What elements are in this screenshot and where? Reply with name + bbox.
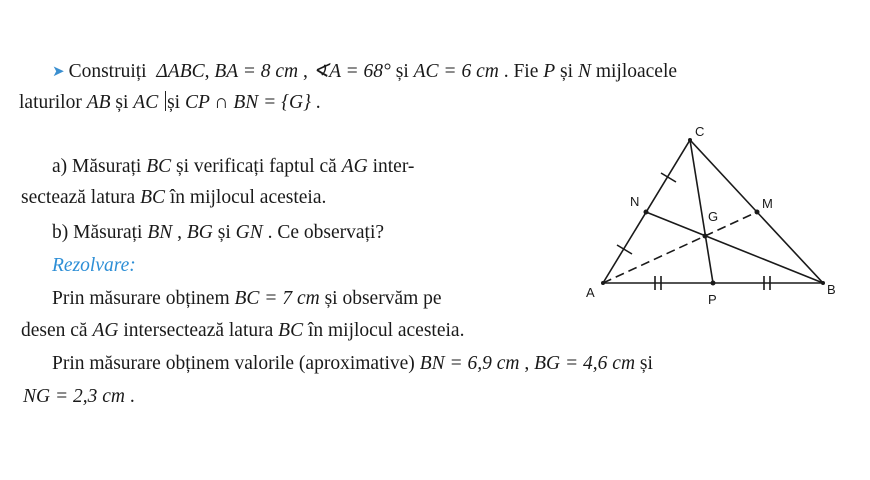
label-p: P <box>708 292 717 307</box>
point-a <box>601 281 605 285</box>
label-n: N <box>630 194 640 209</box>
solution-line-3: Prin măsurare obținem valorile (aproximative) BN = 6,9 cm , BG = 4,6 cm și <box>52 353 653 374</box>
ba-length: BA = 8 cm <box>214 61 299 82</box>
triangle-abc: ΔABC <box>156 61 205 82</box>
point-m <box>755 210 760 215</box>
solution-line-1: Prin măsurare obținem BC = 7 cm și observăm pe <box>52 288 442 309</box>
point-c <box>688 138 692 142</box>
part-a-line-2: sectează latura BC în mijlocul acesteia. <box>21 187 327 208</box>
solution-line-4: NG = 2,3 cm . <box>23 386 135 407</box>
point-g <box>703 234 708 239</box>
label-m: M <box>762 196 773 211</box>
label-b: B <box>827 282 836 297</box>
part-b-line: b) Măsurați BN , BG și GN . Ce observați? <box>52 222 385 243</box>
point-b <box>821 281 825 285</box>
problem-line-2: laturilor AB și AC și CP ∩ BN = {G} . <box>19 92 321 113</box>
arrow-bullet-icon: ➤ <box>52 64 65 80</box>
part-a-line-1: a) Măsurați BC și verificați faptul că AG inter- <box>52 156 415 177</box>
problem-line-1: ➤ Construiți ΔABC, BA = 8 cm , ∢A = 68° și AC = 6 cm . Fie P și N mijloacele <box>52 61 678 82</box>
ac-length: AC = 6 cm <box>413 61 499 82</box>
point-p <box>711 281 716 286</box>
intersection-expr: CP ∩ BN = {G} <box>184 92 311 113</box>
angle-a: ∢A = 68° <box>312 61 391 82</box>
solution-heading: Rezolvare: <box>52 255 136 276</box>
label-a: A <box>586 285 595 300</box>
solution-line-2: desen că AG intersectează latura BC în mijlocul acesteia. <box>21 320 465 341</box>
label-c: C <box>695 124 705 139</box>
label-g: G <box>708 209 719 224</box>
point-n <box>644 210 649 215</box>
